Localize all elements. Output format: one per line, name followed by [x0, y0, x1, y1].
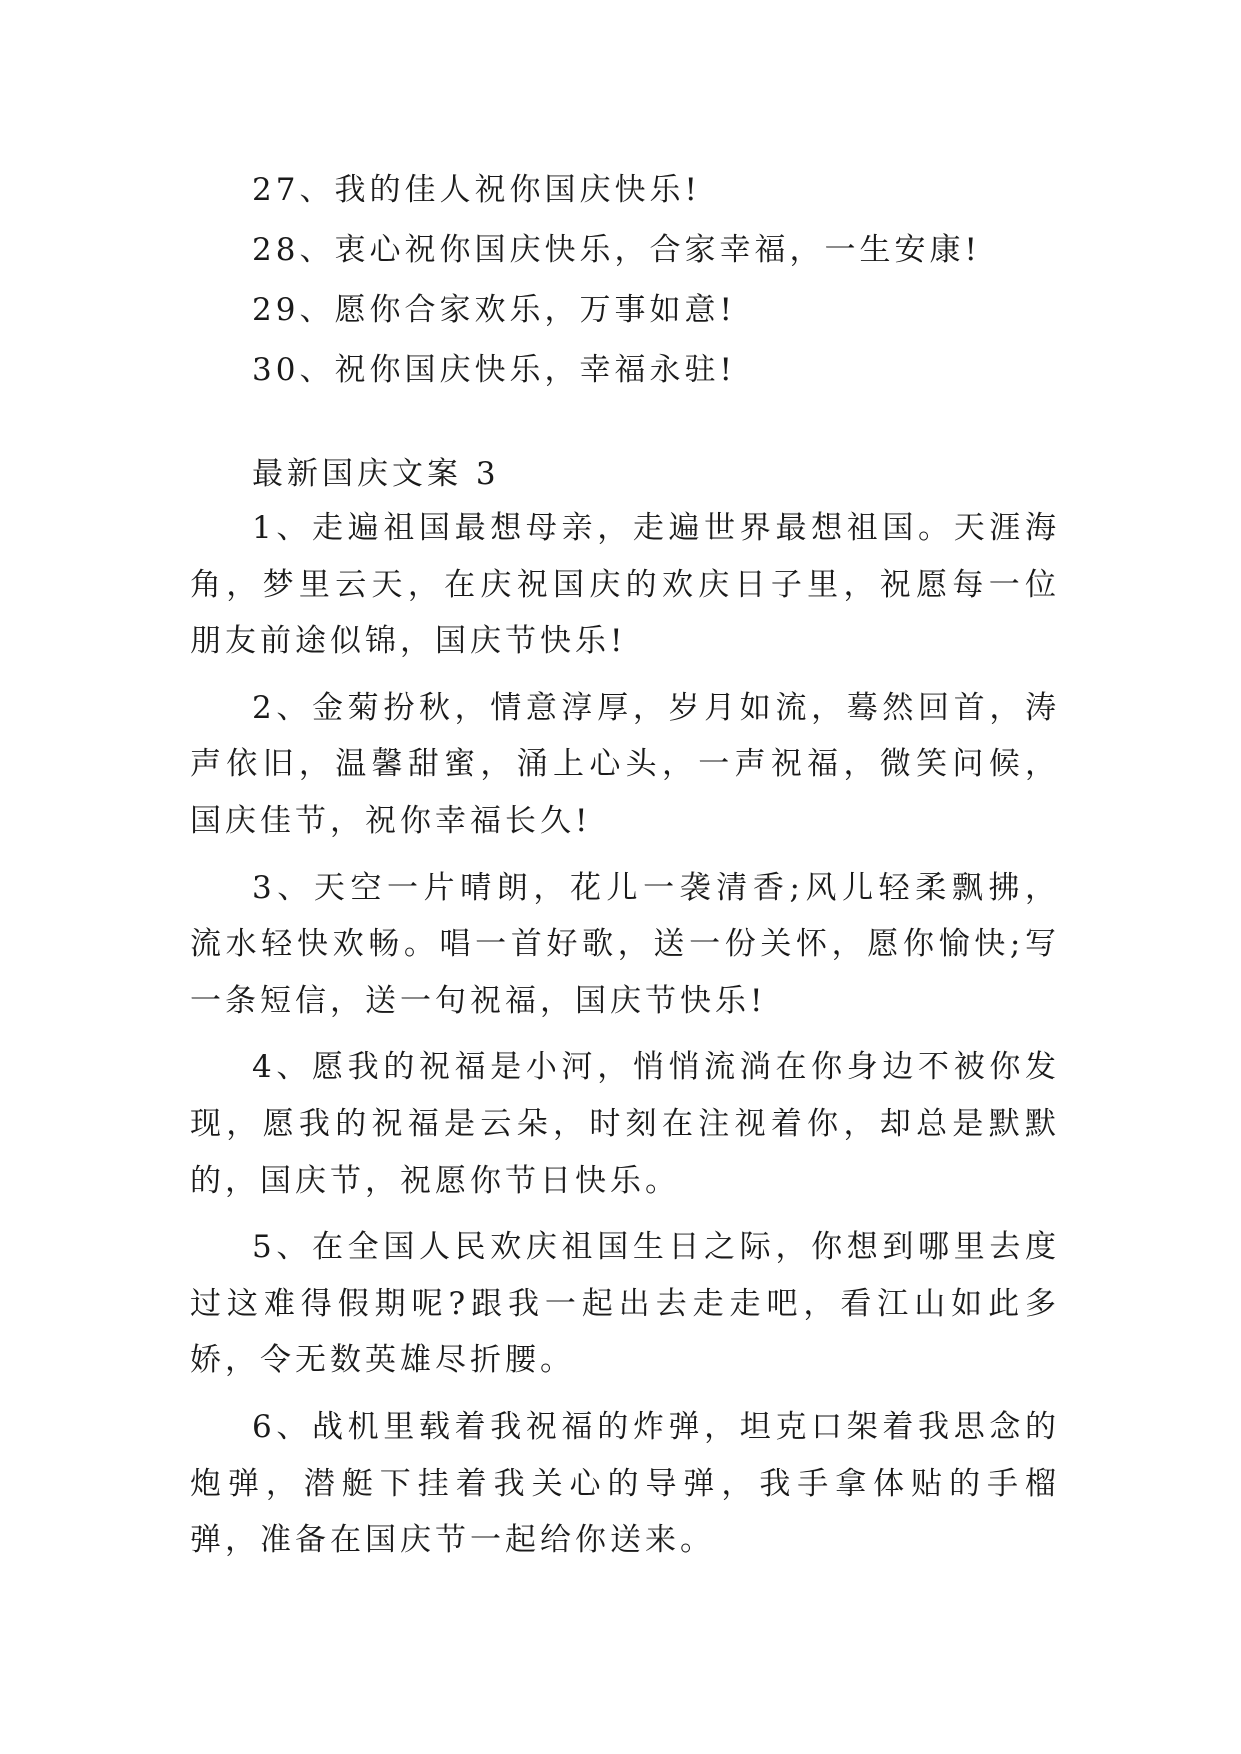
paragraph: 3、天空一片晴朗，花儿一袭清香;风儿轻柔飘拂，流水轻快欢畅。唱一首好歌，送一份关怀，愿你愉快;写一条短信，送一句祝福，国庆节快乐! — [190, 869, 1060, 1019]
paragraph: 1、走遍祖国最想母亲，走遍世界最想祖国。天涯海角，梦里云天，在庆祝国庆的欢庆日子里，祝愿每一位朋友前途似锦，国庆节快乐! — [190, 510, 1060, 660]
paragraph: 2、金菊扮秋，情意淳厚，岁月如流，蓦然回首，涛声依旧，温馨甜蜜，涌上心头，一声祝福，微笑问候，国庆佳节，祝你幸福长久! — [190, 689, 1060, 839]
list-item: 30、祝你国庆快乐，幸福永驻! — [252, 352, 736, 388]
paragraph: 5、在全国人民欢庆祖国生日之际，你想到哪里去度过这难得假期呢?跟我一起出去走走吧，看江山如此多娇，令无数英雄尽折腰。 — [190, 1229, 1060, 1379]
section-heading: 最新国庆文案 3 — [252, 456, 500, 492]
list-item: 28、衷心祝你国庆快乐，合家幸福，一生安康! — [252, 232, 981, 268]
paragraph: 4、愿我的祝福是小河，悄悄流淌在你身边不被你发现，愿我的祝福是云朵，时刻在注视着你，却总是默默的，国庆节，祝愿你节日快乐。 — [190, 1049, 1060, 1199]
paragraph: 6、战机里载着我祝福的炸弹，坦克口架着我思念的炮弹，潜艇下挂着我关心的导弹，我手拿体贴的手榴弹，准备在国庆节一起给你送来。 — [190, 1408, 1060, 1559]
list-item: 29、愿你合家欢乐，万事如意! — [252, 292, 736, 328]
list-item: 27、我的佳人祝你国庆快乐! — [252, 172, 701, 208]
section-body — [190, 500, 1060, 1579]
